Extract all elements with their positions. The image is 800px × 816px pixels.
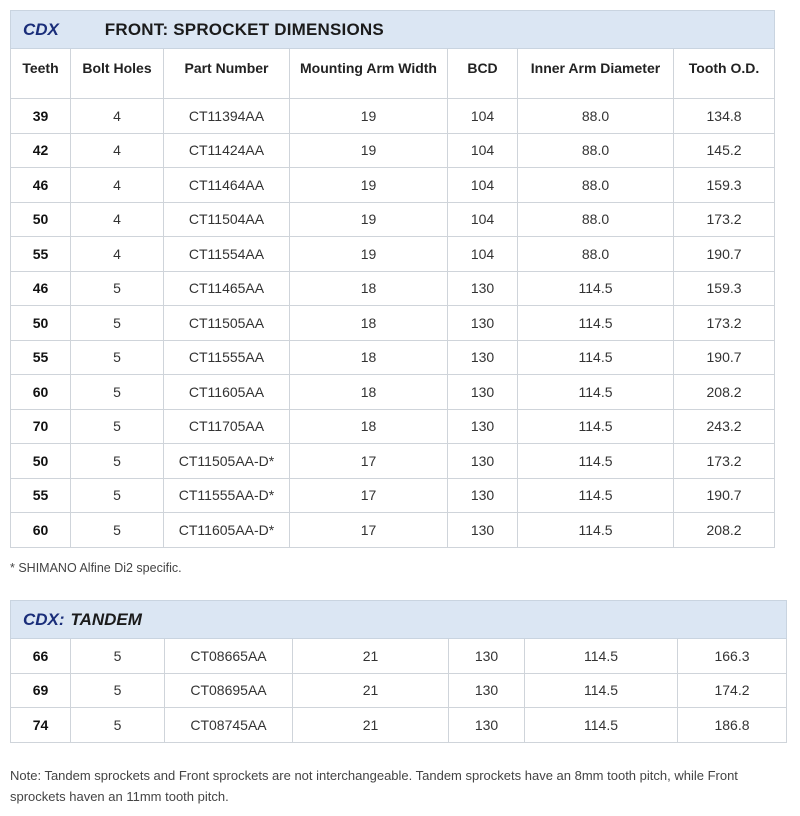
cell-tooth-od: 208.2 xyxy=(674,513,775,548)
cell-part-number: CT08665AA xyxy=(165,639,293,674)
cell-bolt-holes: 4 xyxy=(71,237,164,272)
tandem-title-text: TANDEM xyxy=(70,609,142,629)
table-row xyxy=(11,513,775,548)
cell-bolt-holes: 4 xyxy=(71,202,164,237)
cell-part-number: CT11465AA xyxy=(164,271,290,306)
cell-bolt-holes: 5 xyxy=(71,444,164,479)
table-row xyxy=(11,271,775,306)
table-row xyxy=(11,99,775,134)
cell-bolt-holes: 5 xyxy=(71,271,164,306)
table-row xyxy=(11,306,775,341)
cell-mounting-arm-width: 18 xyxy=(290,375,448,410)
cell-bcd: 130 xyxy=(448,478,518,513)
tandem-table-body xyxy=(11,639,787,743)
column-header-teeth: Teeth xyxy=(11,49,71,99)
table-row xyxy=(11,133,775,168)
cell-inner-arm-diameter: 114.5 xyxy=(518,375,674,410)
cell-part-number: CT08695AA xyxy=(165,673,293,708)
cell-tooth-od: 173.2 xyxy=(674,444,775,479)
cell-part-number: CT11555AA-D* xyxy=(164,478,290,513)
cell-bcd: 104 xyxy=(448,133,518,168)
cell-bcd: 130 xyxy=(448,340,518,375)
cell-mounting-arm-width: 21 xyxy=(293,639,449,674)
cell-inner-arm-diameter: 114.5 xyxy=(518,513,674,548)
cell-bolt-holes: 5 xyxy=(71,478,164,513)
cell-teeth: 60 xyxy=(11,375,71,410)
cell-inner-arm-diameter: 114.5 xyxy=(518,306,674,341)
cell-part-number: CT11605AA-D* xyxy=(164,513,290,548)
cell-tooth-od: 174.2 xyxy=(678,673,787,708)
cell-tooth-od: 134.8 xyxy=(674,99,775,134)
footnote: * SHIMANO Alfine Di2 specific. xyxy=(10,561,182,575)
cell-bcd: 130 xyxy=(449,708,525,743)
cell-part-number: CT11464AA xyxy=(164,168,290,203)
cell-teeth: 55 xyxy=(11,478,71,513)
table-row xyxy=(11,409,775,444)
table-title-bar xyxy=(11,11,775,49)
cell-teeth: 46 xyxy=(11,168,71,203)
cell-teeth: 66 xyxy=(11,639,71,674)
cell-bcd: 104 xyxy=(448,99,518,134)
cell-tooth-od: 159.3 xyxy=(674,271,775,306)
cell-part-number: CT11424AA xyxy=(164,133,290,168)
table-row xyxy=(11,168,775,203)
tandem-sprocket-table xyxy=(10,600,787,743)
cell-bolt-holes: 5 xyxy=(71,639,165,674)
cell-teeth: 50 xyxy=(11,202,71,237)
cell-part-number: CT11605AA xyxy=(164,375,290,410)
cell-bcd: 104 xyxy=(448,237,518,272)
cell-part-number: CT11555AA xyxy=(164,340,290,375)
cell-tooth-od: 186.8 xyxy=(678,708,787,743)
cell-teeth: 55 xyxy=(11,237,71,272)
column-header-tooth-od: Tooth O.D. xyxy=(674,49,775,99)
cell-inner-arm-diameter: 88.0 xyxy=(518,133,674,168)
column-header-part-number: Part Number xyxy=(164,49,290,99)
cell-bolt-holes: 5 xyxy=(71,306,164,341)
table-row xyxy=(11,375,775,410)
cell-part-number: CT11705AA xyxy=(164,409,290,444)
cell-mounting-arm-width: 18 xyxy=(290,409,448,444)
cell-tooth-od: 173.2 xyxy=(674,306,775,341)
cell-inner-arm-diameter: 88.0 xyxy=(518,202,674,237)
cell-bolt-holes: 5 xyxy=(71,708,165,743)
cell-tooth-od: 190.7 xyxy=(674,237,775,272)
cell-part-number: CT08745AA xyxy=(165,708,293,743)
cell-mounting-arm-width: 17 xyxy=(290,444,448,479)
cell-bolt-holes: 4 xyxy=(71,99,164,134)
cell-tooth-od: 208.2 xyxy=(674,375,775,410)
interchangeability-note: Note: Tandem sprockets and Front sprockets are not interchangeable. Tandem sprockets have an 8mm tooth pitch, while Front sprockets haven an 11mm tooth pitch. xyxy=(10,768,738,804)
cell-inner-arm-diameter: 88.0 xyxy=(518,168,674,203)
cell-bcd: 130 xyxy=(448,375,518,410)
cell-tooth-od: 145.2 xyxy=(674,133,775,168)
cell-mounting-arm-width: 21 xyxy=(293,673,449,708)
cell-bcd: 130 xyxy=(448,444,518,479)
column-header-mounting-arm-width: Mounting Arm Width xyxy=(290,49,448,99)
cell-tooth-od: 243.2 xyxy=(674,409,775,444)
cell-tooth-od: 159.3 xyxy=(674,168,775,203)
table-row xyxy=(11,639,787,674)
cell-teeth: 42 xyxy=(11,133,71,168)
cell-tooth-od: 166.3 xyxy=(678,639,787,674)
cell-teeth: 74 xyxy=(11,708,71,743)
cell-part-number: CT11394AA xyxy=(164,99,290,134)
cell-inner-arm-diameter: 114.5 xyxy=(518,271,674,306)
cell-mounting-arm-width: 19 xyxy=(290,168,448,203)
cell-teeth: 69 xyxy=(11,673,71,708)
cell-bcd: 104 xyxy=(448,168,518,203)
cell-bolt-holes: 4 xyxy=(71,168,164,203)
cell-teeth: 50 xyxy=(11,306,71,341)
cell-tooth-od: 190.7 xyxy=(674,340,775,375)
cell-inner-arm-diameter: 114.5 xyxy=(518,444,674,479)
cell-inner-arm-diameter: 114.5 xyxy=(518,409,674,444)
cell-bolt-holes: 5 xyxy=(71,375,164,410)
cell-inner-arm-diameter: 114.5 xyxy=(518,340,674,375)
table-row xyxy=(11,708,787,743)
cell-bcd: 104 xyxy=(448,202,518,237)
cell-mounting-arm-width: 19 xyxy=(290,202,448,237)
cell-bolt-holes: 5 xyxy=(71,513,164,548)
cell-bolt-holes: 5 xyxy=(71,340,164,375)
front-sprocket-table xyxy=(10,10,775,548)
table-row xyxy=(11,444,775,479)
cell-teeth: 60 xyxy=(11,513,71,548)
tandem-title xyxy=(11,601,787,639)
cell-teeth: 39 xyxy=(11,99,71,134)
cell-bcd: 130 xyxy=(449,639,525,674)
cell-inner-arm-diameter: 114.5 xyxy=(525,673,678,708)
column-header-bolt-holes: Bolt Holes xyxy=(71,49,164,99)
tandem-title-bar xyxy=(11,601,787,639)
cell-mounting-arm-width: 17 xyxy=(290,478,448,513)
cell-inner-arm-diameter: 88.0 xyxy=(518,99,674,134)
cell-bcd: 130 xyxy=(448,271,518,306)
cell-mounting-arm-width: 21 xyxy=(293,708,449,743)
cell-bolt-holes: 5 xyxy=(71,673,165,708)
cell-teeth: 55 xyxy=(11,340,71,375)
cell-part-number: CT11504AA xyxy=(164,202,290,237)
cell-inner-arm-diameter: 114.5 xyxy=(518,478,674,513)
cell-mounting-arm-width: 18 xyxy=(290,306,448,341)
table-row xyxy=(11,673,787,708)
cell-mounting-arm-width: 18 xyxy=(290,271,448,306)
cell-tooth-od: 173.2 xyxy=(674,202,775,237)
cell-tooth-od: 190.7 xyxy=(674,478,775,513)
cell-bcd: 130 xyxy=(448,306,518,341)
column-header-bcd: BCD xyxy=(448,49,518,99)
table-row xyxy=(11,202,775,237)
table-row xyxy=(11,237,775,272)
table-row xyxy=(11,478,775,513)
tandem-brand-label: CDX: xyxy=(23,609,65,629)
cell-bcd: 130 xyxy=(448,513,518,548)
cell-teeth: 70 xyxy=(11,409,71,444)
cell-teeth: 50 xyxy=(11,444,71,479)
cell-inner-arm-diameter: 114.5 xyxy=(525,639,678,674)
cell-part-number: CT11505AA-D* xyxy=(164,444,290,479)
header-row xyxy=(11,49,775,99)
cell-mounting-arm-width: 19 xyxy=(290,133,448,168)
cell-bolt-holes: 4 xyxy=(71,133,164,168)
cell-bolt-holes: 5 xyxy=(71,409,164,444)
brand-label: CDX xyxy=(23,19,59,39)
cell-bcd: 130 xyxy=(448,409,518,444)
cell-mounting-arm-width: 19 xyxy=(290,237,448,272)
cell-mounting-arm-width: 17 xyxy=(290,513,448,548)
cell-inner-arm-diameter: 114.5 xyxy=(525,708,678,743)
cell-inner-arm-diameter: 88.0 xyxy=(518,237,674,272)
cell-part-number: CT11554AA xyxy=(164,237,290,272)
cell-part-number: CT11505AA xyxy=(164,306,290,341)
cell-mounting-arm-width: 18 xyxy=(290,340,448,375)
cell-teeth: 46 xyxy=(11,271,71,306)
column-header-inner-arm-diameter: Inner Arm Diameter xyxy=(518,49,674,99)
table-row xyxy=(11,340,775,375)
table-body xyxy=(11,99,775,548)
cell-mounting-arm-width: 19 xyxy=(290,99,448,134)
table-title xyxy=(11,11,775,49)
table-title-text: FRONT: SPROCKET DIMENSIONS xyxy=(104,19,384,39)
cell-bcd: 130 xyxy=(449,673,525,708)
